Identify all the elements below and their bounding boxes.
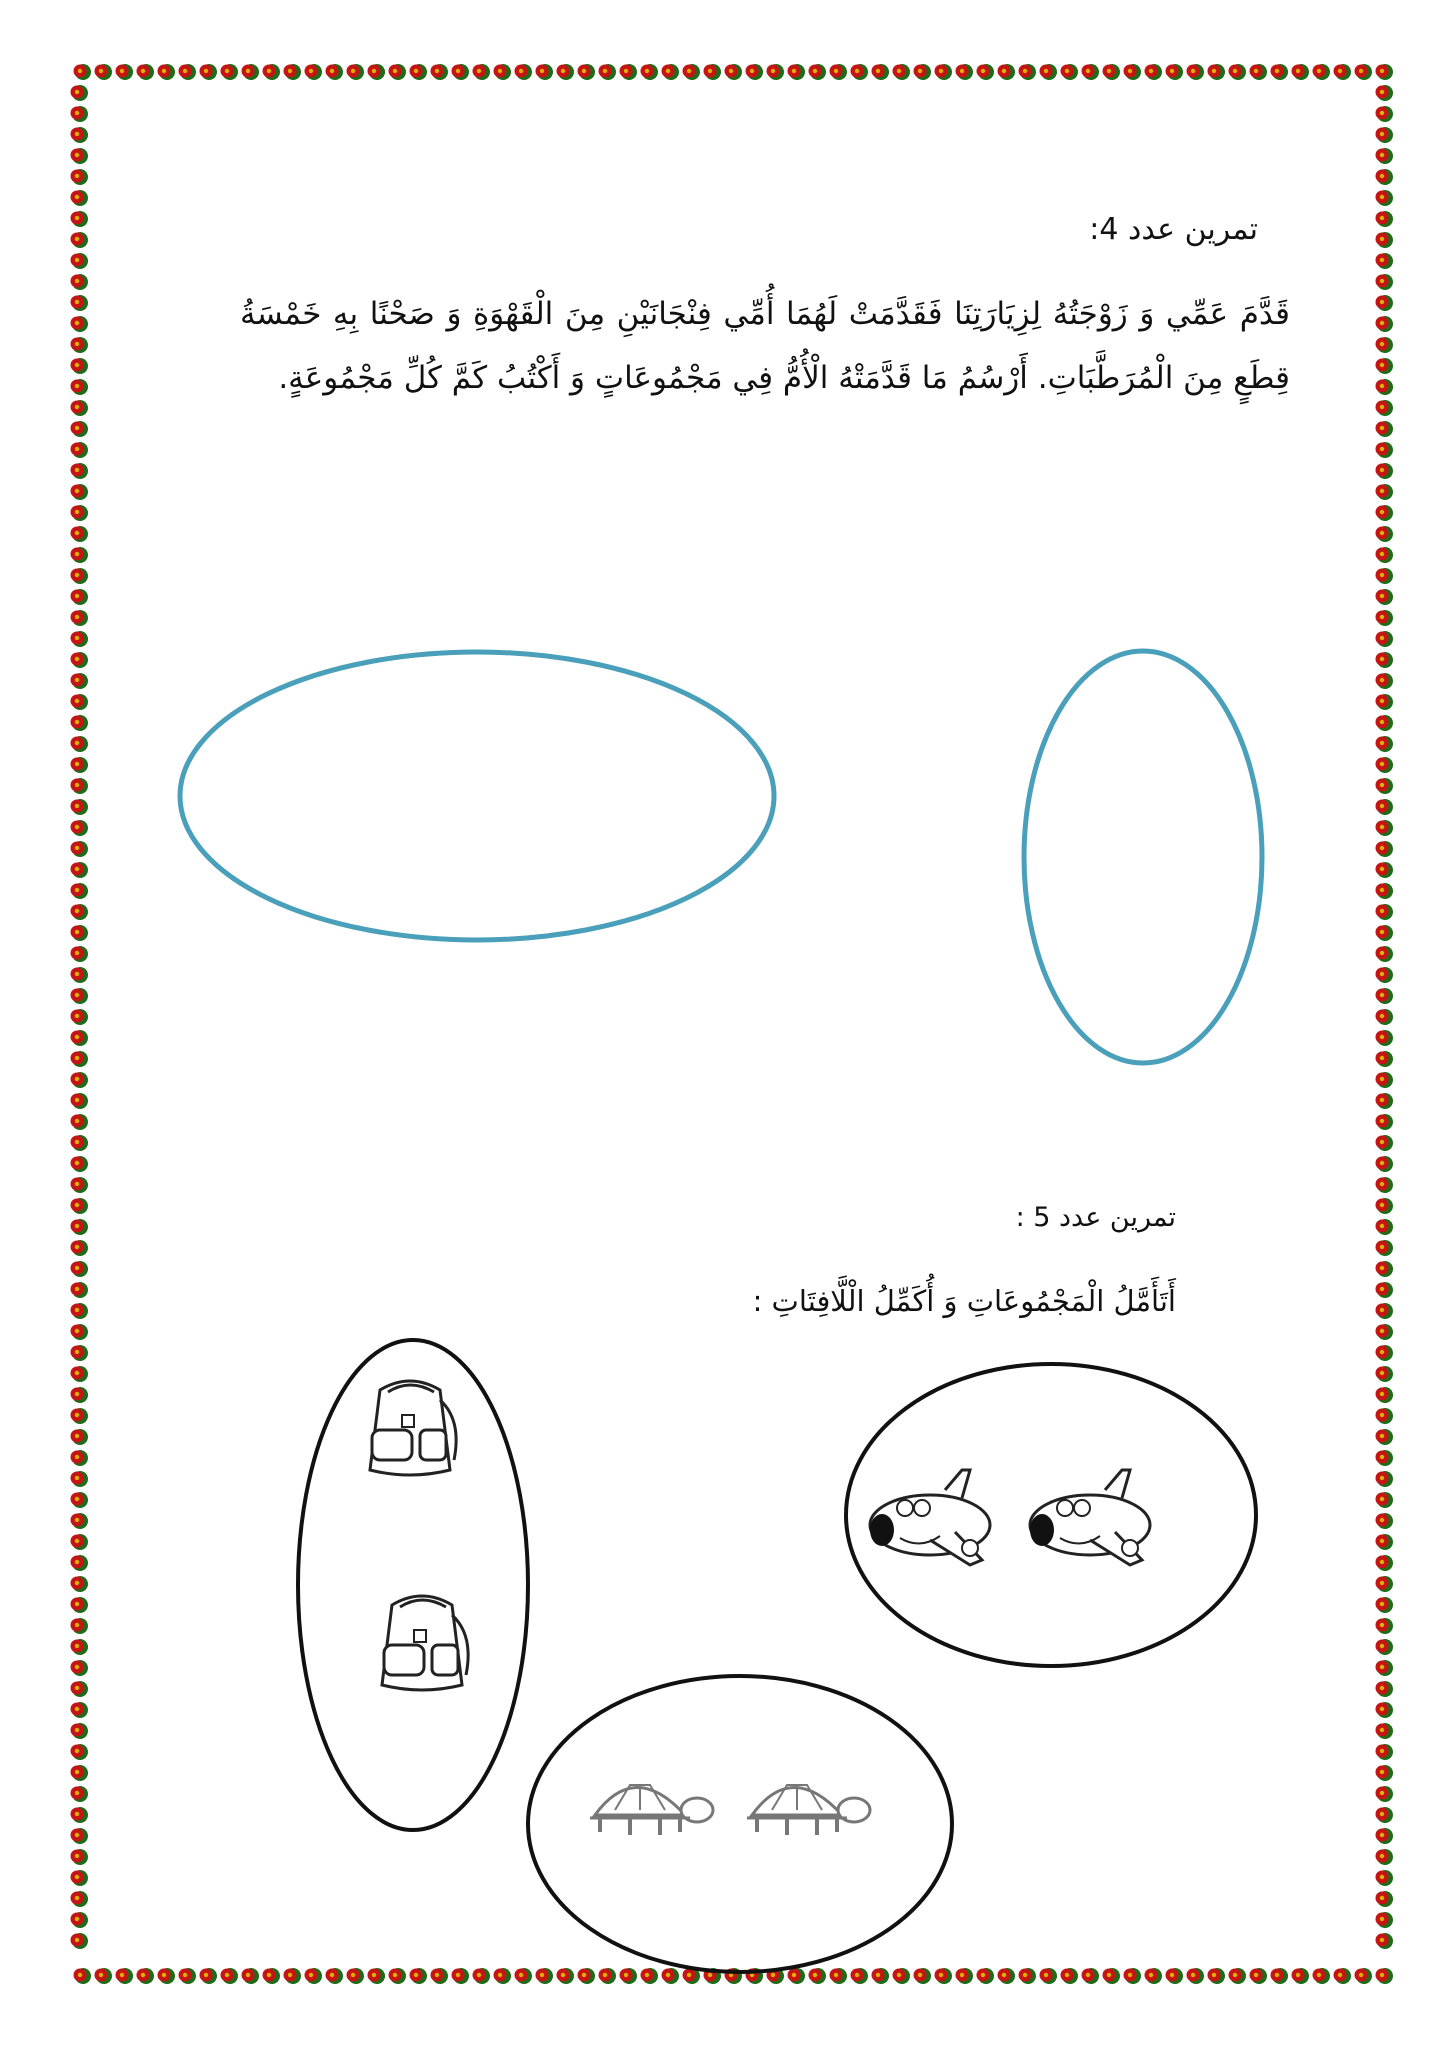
exercise-5-instruction: أَتَأَمَّلُ الْمَجْمُوعَاتِ وَ أُكَمِّلُ الْلَّافِتَاتِ : [752,1284,1176,1318]
turtle-set [528,1676,952,1972]
empty-set-tall [1024,651,1262,1063]
turtle-icon [590,1785,713,1835]
exercise-5-title: تمرين عدد 5 : [1015,1202,1176,1233]
backpack-icon [382,1596,468,1690]
empty-set-wide [180,652,774,940]
airplane-icon [870,1470,990,1565]
exercise-4-title: تمرين عدد 4: [1089,212,1258,247]
backpack-icon [370,1381,456,1475]
exercise-4-text: قَدَّمَ عَمِّي وَ زَوْجَتُهُ لِزِيَارَتِنَا فَقَدَّمَتْ لَهُمَا أُمِّي فِنْجَانَيْنِ مِنَ الْقَهْوَةِ وَ صَحْنًا بِهِ خَمْسَةُ قِطَعٍ مِنَ الْمُرَطَّبَاتِ. أَرْسُمُ مَا قَدَّمَتْهُ الْأُمُّ فِي مَجْمُوعَاتٍ وَ أَكْتُبُ كَمَّ كُلِّ مَجْمُوعَةٍ. [240,296,1290,396]
airplane-icon [1030,1470,1150,1565]
airplane-set [846,1364,1256,1666]
turtle-icon [747,1785,870,1835]
backpack-set [298,1340,528,1830]
